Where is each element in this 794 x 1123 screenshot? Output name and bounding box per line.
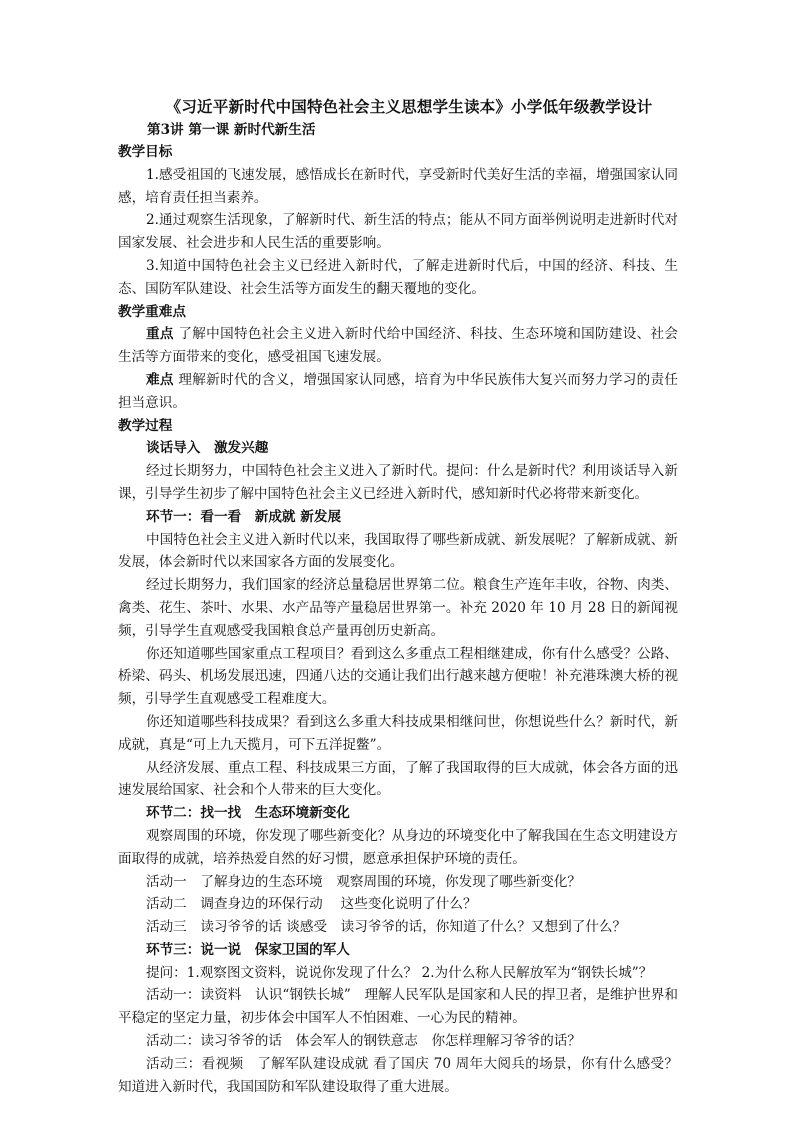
step2-activity: 活动三 读习爷爷的话 谈感受 读习爷爷的话，你知道了什么？又想到了什么？ (146, 919, 627, 936)
step1-paragraph: 你还知道哪些国家重点工程项目？看到这么多重点工程相继建成，你有什么感受？公路、桥梁、码头、机场发展迅速，四通八达的交通让我们出行越来越方便啦！补充港珠澳大桥的视频，引导学生直观感受工程难度大。 (118, 645, 678, 708)
objectives-heading: 教学目标 (118, 144, 173, 160)
difficulty-label: 难点 (146, 371, 174, 388)
step2-activity: 活动二 调查身边的环保行动 这些变化说明了什么？ (146, 896, 477, 913)
key-point-label: 重点 (146, 326, 174, 343)
step1-paragraph: 中国特色社会主义进入新时代以来，我国取得了哪些新成就、新发展呢？了解新成就、新发展，体会新时代以来国家各方面的发展变化。 (118, 531, 678, 571)
step1-paragraph: 从经济发展、重点工程、科技成果三方面，了解了我国取得的巨大成就，体会各方面的迅速发展给国家、社会和个人带来的巨大变化。 (118, 759, 678, 799)
step2-paragraph: 观察周围的环境，你发现了哪些新变化？从身边的环境变化中了解我国在生态文明建设方面取得的成就，培养热爱自然的好习惯，愿意承担保护环境的责任。 (118, 827, 678, 867)
intro-paragraph: 经过长期努力，中国特色社会主义进入了新时代。提问：什么是新时代？利用谈话导入新课，引导学生初步了解中国特色社会主义已经进入新时代，感知新时代必将带来新变化。 (118, 463, 678, 502)
key-point-text: 了解中国特色社会主义进入新时代给中国经济、科技、生态环境和国防建设、社会生活等方面带来的变化，感受祖国飞速发展。 (118, 326, 679, 366)
step2-activity: 活动一 了解身边的生态环境 观察周围的环境，你发现了哪些新变化？ (146, 873, 581, 890)
process-heading: 教学过程 (118, 417, 173, 434)
step3-heading: 环节三：说一说 保家卫国的军人 (146, 941, 350, 958)
lesson-subtitle: 第3讲 第一课 新时代新生活 (147, 122, 316, 138)
step2-heading: 环节二：找一找 生态环境新变化 (146, 805, 350, 822)
objective-item: 1.感受祖国的飞速发展，感悟成长在新时代，享受新时代美好生活的幸福，增强国家认同感，培育责任担当素养。 (118, 166, 678, 206)
step1-paragraph: 经过长期努力，我们国家的经济总量稳居世界第二位。粮食生产连年丰收，谷物、肉类、禽类、花生、茶叶、水果、水产品等产量稳居世界第一。补充 2020 年 10 月 28 日的新闻视频，引导学生直观感受我国粮食总产量再创历史新高。 (118, 577, 678, 639)
intro-heading: 谈话导入 激发兴趣 (146, 440, 269, 457)
difficulty-paragraph (118, 369, 678, 415)
step3-activity: 活动二：读习爷爷的话 体会军人的钢铁意志 你怎样理解习爷爷的话？ (146, 1033, 581, 1050)
keypoints-heading: 教学重难点 (118, 303, 186, 320)
document-title: 《习近平新时代中国特色社会主义思想学生读本》小学低年级教学设计 (165, 97, 653, 116)
step3-activity: 活动一：读资料 认识“钢铁长城” 理解人民军队是国家和人民的捍卫者，是维护世界和平稳定的坚定力量，初步体会中国军人不怕困难、一心为民的精神。 (118, 987, 678, 1027)
step1-heading: 环节一：看一看 新成就 新发展 (146, 508, 342, 525)
difficulty-text: 理解新时代的含义，增强国家认同感，培育为中华民族伟大复兴而努力学习的责任担当意识。 (118, 371, 679, 411)
objective-item: 2.通过观察生活现象，了解新时代、新生活的特点；能从不同方面举例说明走进新时代对国家发展、社会进步和人民生活的重要影响。 (118, 212, 678, 252)
step3-paragraph: 提问：1.观察图文资料，说说你发现了什么？ 2.为什么称人民解放军为“钢铁长城”？ (146, 964, 653, 981)
objective-item: 3.知道中国特色社会主义已经进入新时代，了解走进新时代后，中国的经济、科技、生态、国防军队建设、社会生活等方面发生的翻天覆地的变化。 (118, 257, 678, 297)
step3-activity: 活动三：看视频 了解军队建设成就 看了国庆 70 周年大阅兵的场景，你有什么感受？知道进入新时代，我国国防和军队建设取得了重大进展。 (118, 1055, 678, 1095)
step1-paragraph: 你还知道哪些科技成果？看到这么多重大科技成果相继问世，你想说些什么？新时代，新成就，真是“可上九天揽月，可下五洋捉鳖”。 (118, 713, 678, 753)
key-point-paragraph (118, 323, 678, 369)
document-body (118, 95, 678, 1098)
